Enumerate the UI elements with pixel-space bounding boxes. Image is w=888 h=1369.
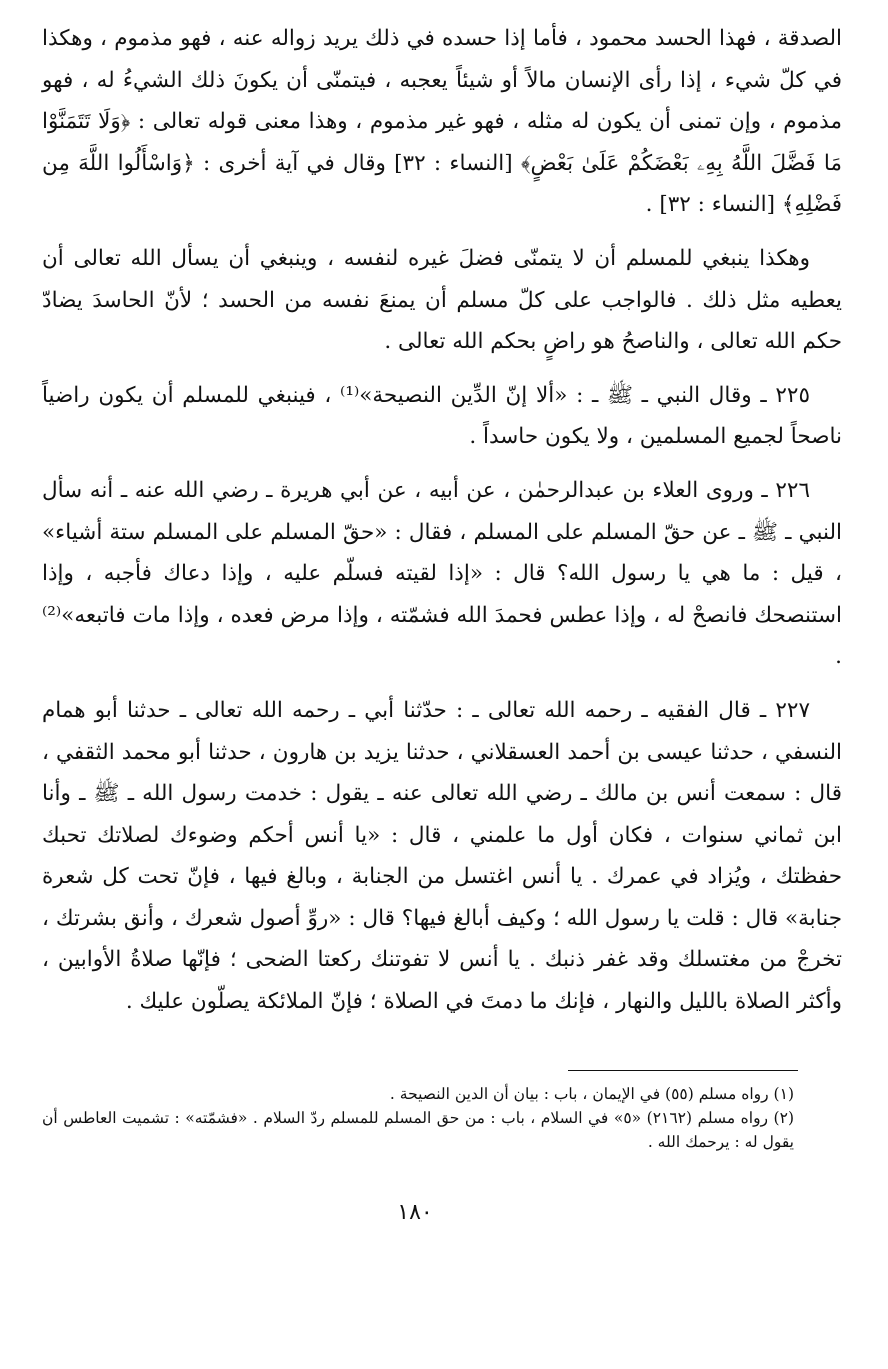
paragraph-continuation: الصدقة ، فهذا الحسد محمود ، فأما إذا حسده في ذلك يريد زواله عنه ، فهو مذموم ، وهكذا في كلّ شيء ، إذا رأى الإنسان مالاً أو شيئاً يعجبه ، فيتمنّى أن يكونَ ذلك الشيءُ له ، فهو مذموم ، وإن تمنى أن يكون له مثله ، فهو غير مذموم ، وهذا معنى قوله تعالى : ﴿وَلَا تَتَمَنَّوْا مَا فَضَّلَ اللَّهُ بِهِۦ بَعْضَكُمْ عَلَىٰ بَعْضٍ﴾ [النساء : ٣٢] وقال في آية أخرى : ﴿وَاسْأَلُوا اللَّهَ مِن فَضْلِهِ﴾ [النساء : ٣٢] . [42,26,842,218]
footnotes [42,1082,794,1154]
paragraph-hadith-226: ٢٢٦ ـ وروى العلاء بن عبدالرحمٰن ، عن أبيه ، عن أبي هريرة ـ رضي الله عنه ـ أنه سأل النبي ـ ﷺ ـ عن حقّ المسلم على المسلم ، فقال : «حقّ المسلم على المسلم ستة أشياء» ، قيل : ما هي يا رسول الله؟ قال : «إذا لقيته فسلّم عليه ، وإذا دعاك فأجبه ، وإذا استنصحك فانصحْ له ، وإذا عطس فحمدَ الله فشمّته ، وإذا مرض فعده ، وإذا مات فاتبعه»⁽²⁾ . [42,477,842,670]
page-number: ١٨٠ [397,1200,433,1225]
main-text [42,18,842,1035]
footnote-divider [568,1070,798,1071]
paragraph-advice: وهكذا ينبغي للمسلم أن لا يتمنّى فضلَ غيره لنفسه ، وينبغي أن يسأل الله تعالى أن يعطيه مثل ذلك . فالواجب على كلّ مسلم أن يمنعَ نفسه من الحسد ؛ لأنّ الحاسدَ يضادّ حكم الله تعالى ، والناصحُ هو راضٍ بحكم الله تعالى . [42,245,842,355]
paragraph-hadith-225: ٢٢٥ ـ وقال النبي ـ ﷺ ـ : «ألا إنّ الدِّين النصيحة»⁽¹⁾ ، فينبغي للمسلم أن يكون راضياً ناصحاً لجميع المسلمين ، ولا يكون حاسداً . [42,382,842,450]
footnote-1: (١) رواه مسلم (٥٥) في الإيمان ، باب : بيان أن الدين النصيحة . [389,1085,794,1103]
paragraph-hadith-227: ٢٢٧ ـ قال الفقيه ـ رحمه الله تعالى ـ : حدّثنا أبي ـ رحمه الله تعالى ـ حدثنا أبو همام النسفي ، حدثنا عيسى بن أحمد العسقلاني ، حدثنا يزيد بن هارون ، حدثنا أبو محمد الثقفي ، قال : سمعت أنس بن مالك ـ رضي الله تعالى عنه ـ يقول : خدمت رسول الله ـ ﷺ ـ وأنا ابن ثماني سنوات ، فكان أول ما علمني ، قال : «يا أنس أحكم وضوءك لصلاتك تحبك حفظتك ، ويُزاد في عمرك . يا أنس اغتسل من الجنابة ، وبالغ فيها ، فإنّ تحت كل شعرة جنابة» قال : قلت يا رسول الله ؛ وكيف أبالغ فيها؟ قال : «روِّ أصول شعرك ، وأنق بشرتك ، تخرجْ من مغتسلك وقد غفر ذنبك . يا أنس لا تفوتنك ركعتا الضحى ؛ فإنّها صلاةُ الأوابين ، وأكثر الصلاة بالليل والنهار ، فإنك ما دمتَ في الصلاة ؛ فإنّ الملائكة يصلّون عليك . [42,697,842,1015]
footnote-2: (٢) رواه مسلم (٢١٦٢) «٥» في السلام ، باب : من حق المسلم للمسلم ردّ السلام . «فشمّته» : تشميت العاطس أن يقول له : يرحمك الله . [42,1109,794,1151]
